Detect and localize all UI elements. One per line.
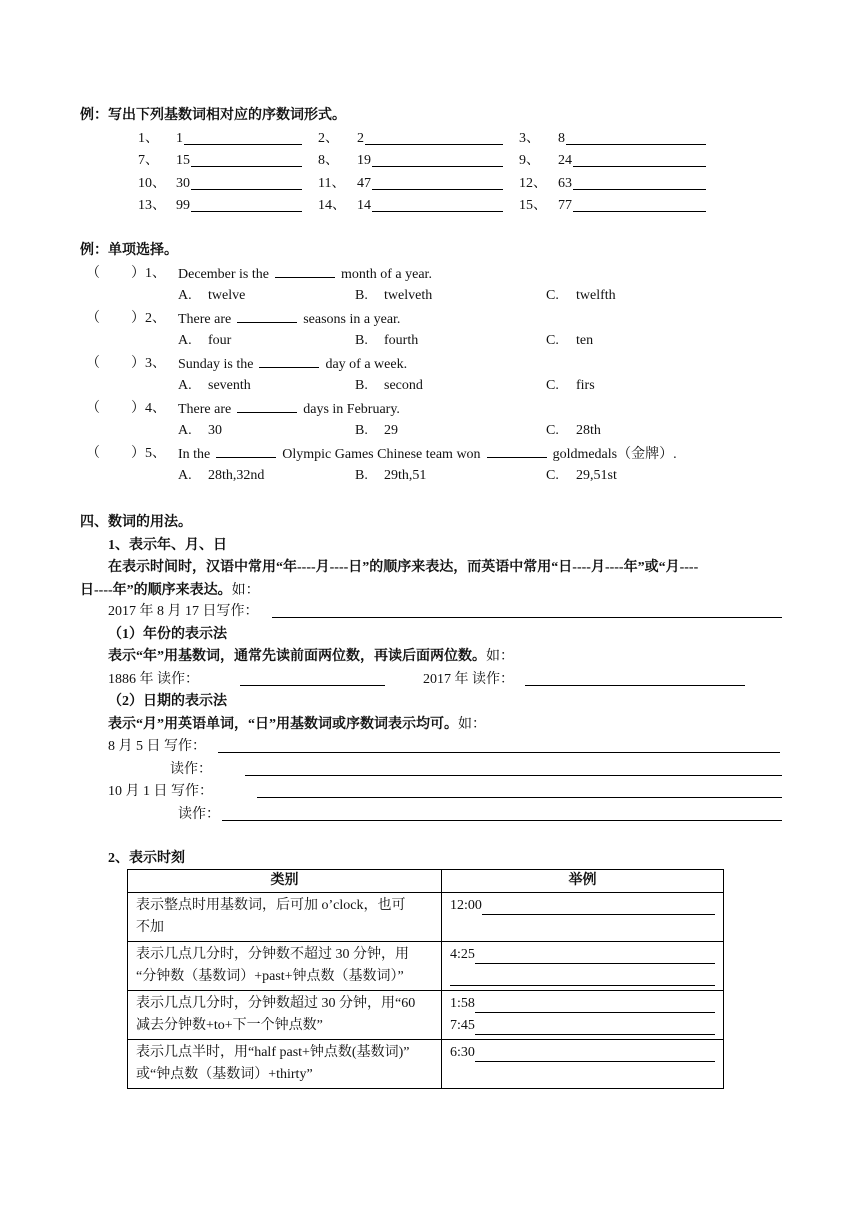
option-a-text[interactable]: twelve — [208, 288, 246, 303]
option-a-letter: A. — [178, 288, 192, 303]
ordinal-item-number: 14、 — [318, 198, 346, 213]
option-a-letter: A. — [178, 468, 192, 483]
aug5-write-label: 8 月 5 日 写作： — [108, 739, 206, 754]
ordinal-item-number: 13、 — [138, 198, 166, 213]
table-cell-category — [128, 991, 442, 1040]
option-a-text[interactable]: seventh — [208, 378, 251, 393]
category-text-line: 表示几点几分时，分钟数不超过 30 分钟，用 — [136, 947, 409, 962]
example-time-label: 6:30 — [450, 1045, 475, 1060]
table-row — [128, 942, 724, 991]
section4-title: 四、数词的用法。 — [80, 515, 192, 530]
table-header-category: 类别 — [128, 870, 442, 893]
ordinal-item-number: 10、 — [138, 176, 166, 191]
ordinal-answer-blank[interactable] — [566, 130, 706, 145]
option-c-letter: C. — [546, 333, 559, 348]
intro-line-2: 日----年”的顺序来表达。如： — [80, 583, 260, 598]
ordinal-item-number: 9、 — [519, 153, 540, 168]
option-b-text[interactable]: 29th,51 — [384, 468, 427, 483]
ordinal-answer-blank[interactable] — [573, 152, 706, 167]
option-c-letter: C. — [546, 378, 559, 393]
ordinal-item-value: 99 — [176, 198, 190, 213]
aug5-read-blank[interactable] — [245, 761, 782, 776]
option-b-letter: B. — [355, 333, 368, 348]
table-cell-category — [128, 942, 442, 991]
ordinal-item-number: 15、 — [519, 198, 547, 213]
example-time-label: 1:58 — [450, 996, 475, 1011]
option-c-text[interactable]: 28th — [576, 423, 601, 438]
category-text-line: “分钟数（基数词）+past+钟点数（基数词）” — [136, 969, 404, 984]
ordinal-item-value: 8 — [558, 131, 565, 146]
table-cell-category — [128, 893, 442, 942]
table-cell-example — [442, 942, 724, 991]
date-heading: （2）日期的表示法 — [108, 694, 227, 709]
year-rule: 表示“年”用基数词，通常先读前面两位数，再读后面两位数。如： — [108, 649, 514, 664]
example-answer-blank[interactable] — [450, 969, 715, 986]
option-c-text[interactable]: firs — [576, 378, 595, 393]
question-number: ）1、 — [131, 266, 166, 281]
table-row — [128, 893, 724, 942]
question-number: ）5、 — [131, 446, 166, 461]
table-cell-example — [442, 991, 724, 1040]
answer-paren-open: （ — [86, 266, 100, 281]
option-c-letter: C. — [546, 468, 559, 483]
option-b-letter: B. — [355, 423, 368, 438]
ordinal-item-value: 77 — [558, 198, 572, 213]
date-rule: 表示“月”用英语单词，“日”用基数词或序数词表示均可。如： — [108, 717, 486, 732]
ordinal-item-number: 7、 — [138, 153, 159, 168]
ordinal-item-number: 3、 — [519, 131, 540, 146]
answer-paren-open: （ — [86, 401, 100, 416]
table-row — [128, 1040, 724, 1089]
ordinal-item-number: 12、 — [519, 176, 547, 191]
answer-paren-open: （ — [86, 446, 100, 461]
oct1-write-label: 10 月 1 日 写作： — [108, 784, 213, 799]
ordinal-item-value: 14 — [357, 198, 371, 213]
option-c-text[interactable]: twelfth — [576, 288, 616, 303]
question-blank[interactable] — [216, 445, 276, 458]
question-blank[interactable] — [259, 355, 319, 368]
option-b-text[interactable]: 29 — [384, 423, 398, 438]
aug5-read-label: 读作： — [170, 762, 212, 777]
example-answer-blank[interactable] — [475, 1045, 715, 1062]
option-a-letter: A. — [178, 378, 192, 393]
aug5-write-blank[interactable] — [218, 738, 780, 753]
ordinal-item-value: 19 — [357, 153, 371, 168]
category-text-line: 表示几点半时，用“half past+钟点数(基数词)” — [136, 1045, 410, 1060]
table-cell-category — [128, 1040, 442, 1089]
year-1886-label: 1886 年 读作： — [108, 672, 199, 687]
example-answer-blank[interactable] — [475, 996, 715, 1013]
question-number: ）2、 — [131, 311, 166, 326]
question-stem: There are days in February. — [178, 402, 400, 417]
table-cell-example — [442, 893, 724, 942]
ordinal-item-number: 11、 — [318, 176, 346, 191]
ordinal-answer-blank[interactable] — [191, 152, 302, 167]
oct1-read-label: 读作： — [178, 807, 220, 822]
category-text-line: 不加 — [136, 920, 164, 935]
question-blank[interactable] — [487, 445, 547, 458]
question-blank[interactable] — [237, 310, 297, 323]
section2-title: 例：单项选择。 — [80, 243, 178, 258]
ordinal-answer-blank[interactable] — [573, 175, 706, 190]
option-b-letter: B. — [355, 288, 368, 303]
example-answer-blank[interactable] — [475, 1018, 715, 1035]
question-stem: December is the month of a year. — [178, 267, 432, 282]
question-number: ）4、 — [131, 401, 166, 416]
ordinal-item-number: 8、 — [318, 153, 339, 168]
answer-paren-open: （ — [86, 356, 100, 371]
ordinal-item-value: 15 — [176, 153, 190, 168]
ordinal-answer-blank[interactable] — [191, 197, 302, 212]
date-example-label: 2017 年 8 月 17 日写作： — [108, 604, 259, 619]
option-a-text[interactable]: 28th,32nd — [208, 468, 265, 483]
table-header-example: 举例 — [442, 870, 724, 893]
option-c-text[interactable]: ten — [576, 333, 594, 348]
question-stem: Sunday is the day of a week. — [178, 357, 408, 372]
intro-line-1: 在表示时间时，汉语中常用“年----月----日”的顺序来表达，而英语中常用“日----月----年”或“月---- — [108, 560, 699, 575]
year-2017-blank[interactable] — [525, 671, 745, 686]
oct1-write-blank[interactable] — [257, 783, 782, 798]
question-blank[interactable] — [237, 400, 297, 413]
section1-title: 例：写出下列基数词相对应的序数词形式。 — [80, 108, 346, 123]
ordinal-answer-blank[interactable] — [184, 130, 302, 145]
example-time-label: 12:00 — [450, 898, 482, 913]
option-c-letter: C. — [546, 288, 559, 303]
option-c-text[interactable]: 29,51st — [576, 468, 617, 483]
option-a-text[interactable]: four — [208, 333, 232, 348]
table-cell-example — [442, 1040, 724, 1089]
example-time-label: 7:45 — [450, 1018, 475, 1033]
year-2017-label: 2017 年 读作： — [423, 672, 514, 687]
ordinal-answer-blank[interactable] — [372, 175, 503, 190]
category-text-line: 表示整点时用基数词，后可加 o’clock，也可 — [136, 898, 406, 913]
ordinal-item-value: 63 — [558, 176, 572, 191]
ordinal-item-number: 2、 — [318, 131, 339, 146]
option-a-letter: A. — [178, 423, 192, 438]
ordinal-item-value: 47 — [357, 176, 371, 191]
option-b-text[interactable]: fourth — [384, 333, 419, 348]
category-text-line: 表示几点几分时，分钟数超过 30 分钟，用“60 — [136, 996, 416, 1011]
option-b-text[interactable]: second — [384, 378, 423, 393]
ordinal-answer-blank[interactable] — [372, 197, 503, 212]
question-stem: In the Olympic Games Chinese team won goldmedals（金牌）. — [178, 447, 677, 462]
question-number: ）3、 — [131, 356, 166, 371]
option-c-letter: C. — [546, 423, 559, 438]
subsection-date-title: 1、表示年、月、日 — [108, 538, 227, 553]
year-heading: （1）年份的表示法 — [108, 627, 227, 642]
option-b-text[interactable]: twelveth — [384, 288, 433, 303]
oct1-read-blank[interactable] — [222, 806, 782, 821]
category-text-line: 或“钟点数（基数词）+thirty” — [136, 1067, 313, 1082]
question-blank[interactable] — [275, 265, 335, 278]
ordinal-answer-blank[interactable] — [365, 130, 503, 145]
ordinal-answer-blank[interactable] — [573, 197, 706, 212]
ordinal-item-number: 1、 — [138, 131, 159, 146]
ordinal-item-value: 2 — [357, 131, 364, 146]
date-example-blank[interactable] — [272, 603, 782, 618]
ordinal-item-value: 1 — [176, 131, 183, 146]
ordinal-answer-blank[interactable] — [191, 175, 302, 190]
option-b-letter: B. — [355, 468, 368, 483]
time-expression-table — [127, 869, 724, 1089]
table-row — [128, 991, 724, 1040]
subsection-time-title: 2、表示时刻 — [108, 851, 185, 866]
answer-paren-open: （ — [86, 311, 100, 326]
option-a-text[interactable]: 30 — [208, 423, 222, 438]
example-answer-blank[interactable] — [475, 947, 715, 964]
ordinal-item-value: 30 — [176, 176, 190, 191]
year-1886-blank[interactable] — [240, 671, 385, 686]
ordinal-item-value: 24 — [558, 153, 572, 168]
ordinal-answer-blank[interactable] — [372, 152, 503, 167]
question-stem: There are seasons in a year. — [178, 312, 401, 327]
example-answer-blank[interactable] — [482, 898, 715, 915]
category-text-line: 减去分钟数+to+下一个钟点数” — [136, 1018, 323, 1033]
option-a-letter: A. — [178, 333, 192, 348]
example-time-label: 4:25 — [450, 947, 475, 962]
option-b-letter: B. — [355, 378, 368, 393]
